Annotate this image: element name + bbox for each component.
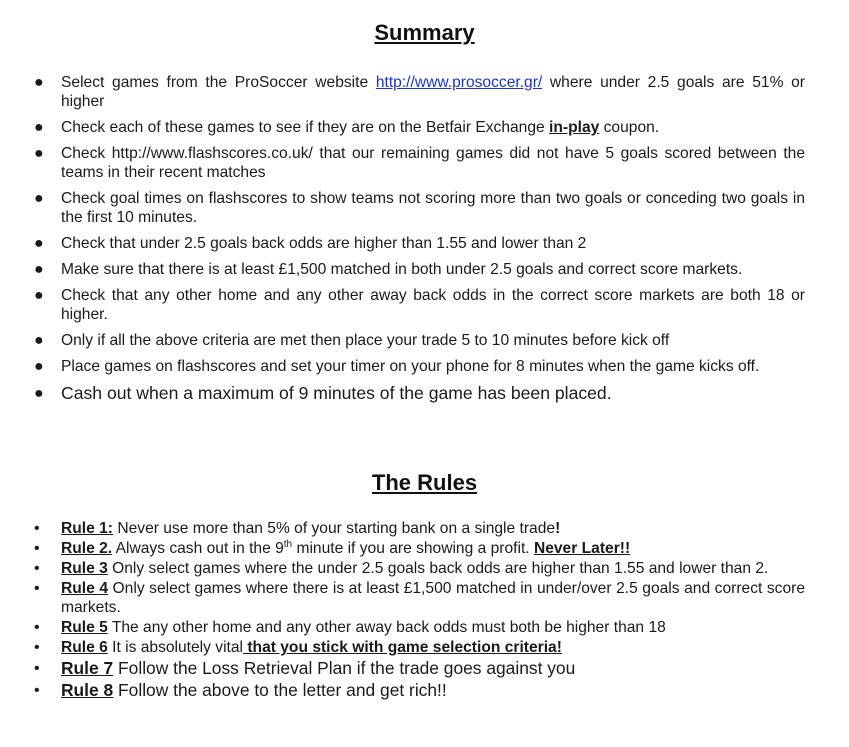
list-item: ● Check that any other home and any other away back odds in the correct score markets are both 18 or higher. [34, 287, 805, 323]
rule-label: Rule 7 [61, 658, 114, 678]
list-item: ● Only if all the above criteria are met then place your trade 5 to 10 minutes before kick off [34, 332, 670, 349]
rule-item: • Rule 4 Only select games where there is at least £1,500 matched in under/over 2.5 goals and correct score markets. [34, 580, 805, 616]
list-item: ● Cash out when a maximum of 9 minutes of the game has been placed. [34, 383, 612, 403]
bullet-icon: • [34, 560, 40, 577]
rule-label: Rule 1: [61, 520, 113, 537]
rule-item: • Rule 8 Follow the above to the letter and get rich!! [34, 680, 447, 700]
rule-item: • Rule 1: Never use more than 5% of your starting bank on a single trade! [34, 520, 561, 537]
bullet-icon: ● [34, 287, 44, 304]
list-item: ● Place games on flashscores and set your timer on your phone for 8 minutes when the game kicks off. [34, 358, 760, 375]
rule-label: Rule 6 [61, 639, 108, 656]
bullet-icon: ● [34, 332, 44, 349]
list-item: ● Check goal times on flashscores to show teams not scoring more than two goals or conceding two goals in the first 10 minutes. [34, 190, 805, 226]
bullet-icon: ● [34, 235, 44, 252]
bullet-icon: ● [34, 358, 44, 375]
rule-label: Rule 8 [61, 680, 114, 700]
rule-item: • Rule 7 Follow the Loss Retrieval Plan if the trade goes against you [34, 658, 576, 678]
bullet-icon: ● [34, 74, 44, 91]
bullet-icon: • [34, 660, 40, 677]
bullet-icon: • [34, 682, 40, 699]
summary-heading: Summary [374, 20, 475, 45]
rules-heading: The Rules [371, 470, 478, 495]
bullet-icon: ● [34, 261, 44, 278]
bullet-icon: • [34, 540, 40, 557]
bullet-icon: ● [34, 190, 44, 207]
bullet-icon: • [34, 619, 40, 636]
bullet-icon: • [34, 639, 40, 656]
bullet-icon: ● [34, 385, 44, 402]
rule-label: Rule 3 [61, 560, 108, 577]
rule-item: • Rule 5 The any other home and any other away back odds must both be higher than 18 [34, 619, 666, 636]
list-item: ● Check each of these games to see if they are on the Betfair Exchange in-play coupon. [34, 119, 660, 136]
bullet-icon: • [34, 580, 40, 597]
rule-item: • Rule 6 It is absolutely vital that you stick with game selection criteria! [34, 639, 562, 656]
list-item: ● Check that under 2.5 goals back odds are higher than 1.55 and lower than 2 [34, 235, 587, 252]
rule-label: Rule 5 [61, 619, 108, 636]
list-item: ● Make sure that there is at least £1,500 matched in both under 2.5 goals and correct score markets. [34, 261, 743, 278]
rule-label: Rule 4 [61, 580, 109, 597]
rule-item: • Rule 2. Always cash out in the 9th minute if you are showing a profit. Never Later!! [34, 538, 631, 557]
rules-list [0, 519, 849, 702]
list-item: ● Check http://www.flashscores.co.uk/ that our remaining games did not have 5 goals scored between the teams in their recent matches [34, 145, 805, 181]
bullet-icon: • [34, 520, 40, 537]
rule-label: Rule 2. [61, 540, 113, 557]
bullet-icon: ● [34, 119, 44, 136]
bullet-icon: ● [34, 145, 44, 162]
summary-list [0, 73, 849, 411]
prosoccer-link[interactable]: http://www.prosoccer.gr/ [375, 74, 543, 91]
list-item: ● Select games from the ProSoccer website http://www.prosoccer.gr/ where under 2.5 goals are 51% or higher [34, 74, 805, 110]
rule-item: • Rule 3 Only select games where the under 2.5 goals back odds are higher than 1.55 and lower than 2. [34, 560, 769, 577]
